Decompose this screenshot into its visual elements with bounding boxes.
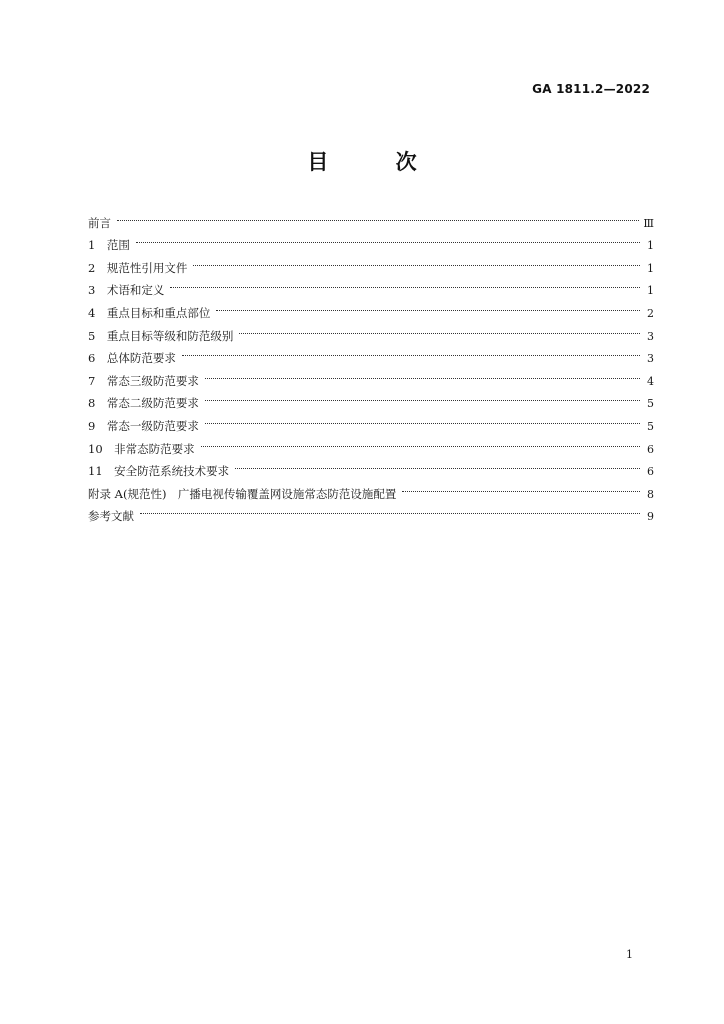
toc-entry-page: 1 — [647, 284, 654, 298]
toc-entry-page: 6 — [647, 442, 654, 456]
toc-leader-dots — [201, 430, 640, 453]
toc-leader-dots — [117, 204, 639, 227]
toc-entry-page: 5 — [647, 419, 654, 433]
toc-leader-dots — [193, 249, 640, 272]
toc-entry-label: 9 常态一级防范要求 — [88, 418, 199, 433]
toc-leader-dots — [205, 407, 640, 430]
toc-leader-dots — [239, 317, 640, 340]
toc-entry-label: 3 术语和定义 — [88, 283, 165, 298]
toc-entry-label: 参考文献 — [88, 509, 134, 524]
toc-entry-page: 4 — [647, 374, 654, 388]
toc-leader-dots — [216, 294, 640, 317]
toc-entry-page: 9 — [647, 510, 654, 524]
toc-entry-label: 附录 A(规范性) 广播电视传输覆盖网设施常态防范设施配置 — [88, 486, 397, 501]
toc-entry-page: 3 — [647, 329, 654, 343]
toc-entry-page: Ⅲ — [643, 216, 654, 230]
toc-entry-page: 1 — [647, 239, 654, 253]
toc-entry-label: 6 总体防范要求 — [88, 351, 176, 366]
toc-entry-page: 8 — [647, 487, 654, 501]
toc-leader-dots — [182, 340, 640, 363]
toc-entry-bibliography[interactable] — [88, 498, 654, 524]
toc-entry-page: 5 — [647, 397, 654, 411]
toc-leader-dots — [170, 272, 640, 295]
toc-entry-page: 3 — [647, 352, 654, 366]
toc-entry-page: 2 — [647, 306, 654, 320]
toc-leader-dots — [136, 227, 640, 250]
toc-entry-foreword[interactable] — [88, 204, 654, 230]
toc-entry-label: 前言 — [88, 215, 111, 230]
toc-entry-label: 8 常态二级防范要求 — [88, 396, 199, 411]
toc-entry-label: 11 安全防范系统技术要求 — [88, 464, 230, 479]
document-code: GA 1811.2—2022 — [532, 82, 650, 96]
toc-leader-dots — [140, 498, 640, 521]
toc-entry-label: 7 常态三级防范要求 — [88, 373, 199, 388]
toc-leader-dots — [235, 453, 640, 476]
toc-leader-dots — [205, 362, 640, 385]
page-number: 1 — [626, 948, 633, 961]
toc-entry-label: 1 范围 — [88, 238, 130, 253]
toc-leader-dots — [205, 385, 640, 408]
toc-entry-scope[interactable] — [88, 227, 654, 253]
toc-entry-page: 1 — [647, 261, 654, 275]
toc-entry-page: 6 — [647, 465, 654, 479]
toc-leader-dots — [402, 475, 640, 498]
toc-entry-terms-definitions[interactable] — [88, 272, 654, 298]
toc-entry-label: 4 重点目标和重点部位 — [88, 305, 211, 320]
toc-entry-label: 5 重点目标等级和防范级别 — [88, 328, 234, 343]
toc-entry-label: 10 非常态防范要求 — [88, 441, 195, 456]
toc-entry-label: 2 规范性引用文件 — [88, 260, 188, 275]
toc-title: 目 次 — [307, 150, 447, 174]
toc-entry-normative-references[interactable] — [88, 249, 654, 275]
toc-entry-key-targets[interactable] — [88, 294, 654, 320]
table-of-contents — [88, 204, 654, 524]
